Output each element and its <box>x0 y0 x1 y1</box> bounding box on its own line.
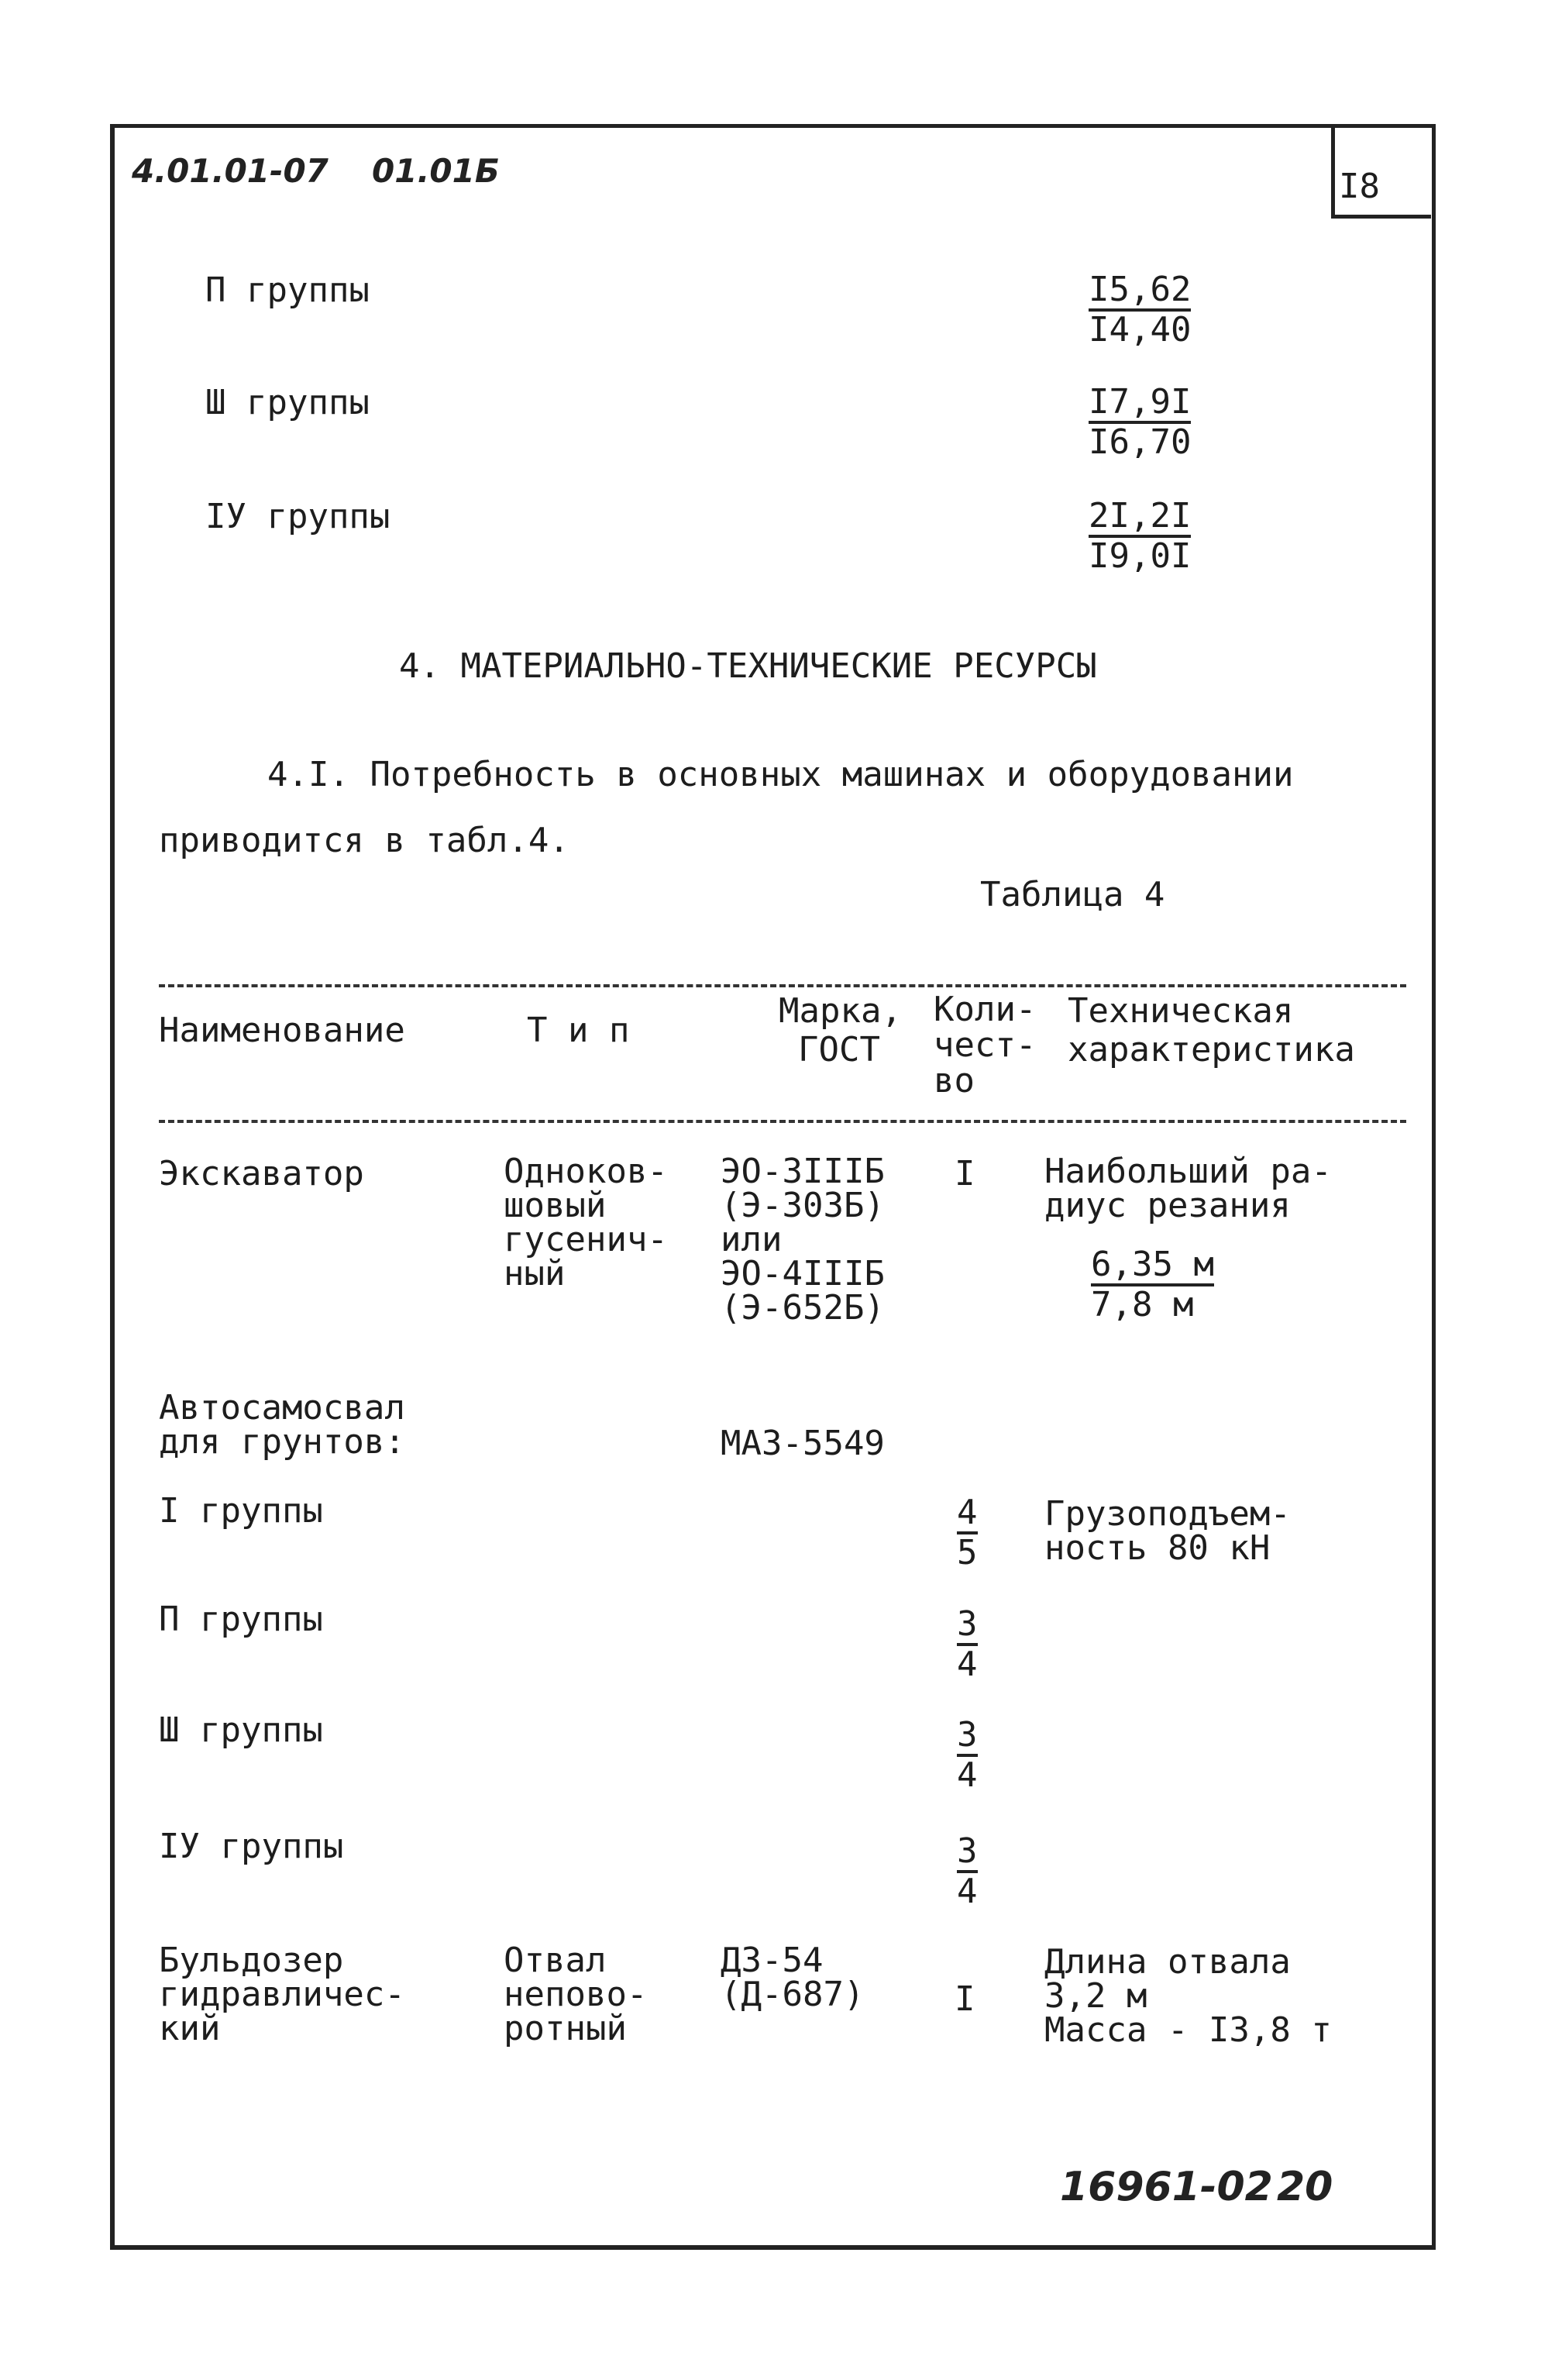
cell-line: непово- <box>504 1975 648 2014</box>
doc-code-suffix: 01.01Б <box>372 152 500 190</box>
column-header-name: Наименование <box>159 1011 405 1050</box>
row-mark <box>721 1941 865 2014</box>
header-line: характеристика <box>1068 1030 1355 1069</box>
column-header-mark <box>779 992 902 1069</box>
column-header-tech <box>1068 992 1355 1069</box>
row-name <box>159 1941 405 2048</box>
table-caption: Таблица 4 <box>980 875 1165 914</box>
group-label: I группы <box>159 1491 323 1531</box>
footer-page: 20 <box>1277 2164 1333 2210</box>
top-group-value <box>1089 384 1191 461</box>
fraction-denominator: I4,40 <box>1089 310 1192 350</box>
group-label: Ш группы <box>159 1710 323 1750</box>
fraction-denominator: 4 <box>957 1872 978 1911</box>
cell-line: Автосамосвал <box>159 1388 405 1428</box>
cell-line: Бульдозер <box>159 1941 344 1980</box>
cell-line: ность 80 кН <box>1044 1528 1271 1568</box>
cell-line: (Э-652Б) <box>721 1288 885 1328</box>
top-group-value <box>1089 498 1191 575</box>
fraction-denominator: 4 <box>957 1755 978 1795</box>
fraction-denominator: 7,8 м <box>1091 1285 1194 1324</box>
paragraph-line-1: 4.I. Потребность в основных машинах и оборудовании <box>267 755 1294 794</box>
group-label: IУ группы <box>159 1827 344 1866</box>
row-qty: I <box>955 1154 975 1193</box>
fraction-numerator: I7,9I <box>1089 384 1191 424</box>
fraction-numerator: I5,62 <box>1089 271 1191 312</box>
row-type <box>504 1941 648 2048</box>
cell-line: (Д-687) <box>721 1975 865 2014</box>
group-qty <box>957 1606 978 1683</box>
column-header-type: Т и п <box>527 1011 630 1050</box>
cell-line: ный <box>504 1254 566 1293</box>
cell-line: ДЗ-54 <box>721 1941 824 1980</box>
doc-code: 4.01.01-07 <box>132 152 329 190</box>
group-label: П группы <box>159 1600 323 1639</box>
row-name: Экскаватор <box>159 1154 364 1193</box>
fraction-numerator: 3 <box>957 1833 978 1873</box>
fraction-denominator: 5 <box>957 1533 978 1572</box>
fraction-numerator: 6,35 м <box>1091 1246 1214 1286</box>
row-tech <box>1044 1942 1332 2050</box>
cell-line: ЭО-4IIIБ <box>721 1254 885 1293</box>
cell-line: или <box>721 1220 783 1259</box>
cell-line: для грунтов: <box>159 1422 405 1462</box>
top-group-label: IУ группы <box>205 497 390 536</box>
fraction-denominator: 4 <box>957 1645 978 1684</box>
header-line: Марка, <box>779 991 902 1031</box>
top-group-value <box>1089 271 1191 349</box>
cell-line: Длина отвала <box>1044 1942 1291 1982</box>
group-tech <box>1044 1494 1291 1568</box>
row-mark: МАЗ-5549 <box>721 1424 885 1463</box>
header-line: во <box>934 1061 975 1100</box>
fraction-denominator: I9,0I <box>1089 536 1192 576</box>
top-group-label: П группы <box>205 270 370 310</box>
page-number: I8 <box>1339 167 1380 206</box>
group-qty <box>957 1494 978 1572</box>
header-line: ГОСТ <box>798 1030 880 1069</box>
paragraph-line-2: приводится в табл.4. <box>159 821 569 860</box>
fraction-numerator: 3 <box>957 1717 978 1757</box>
cell-line: шовый <box>504 1186 607 1225</box>
header-line: Техническая <box>1068 991 1294 1031</box>
header-line: Коли- <box>934 990 1037 1029</box>
row-qty: I <box>955 1979 975 2019</box>
fraction-denominator: I6,70 <box>1089 422 1192 462</box>
cell-line: Грузоподъем- <box>1044 1494 1291 1534</box>
group-qty <box>957 1833 978 1910</box>
column-header-qty <box>934 992 1036 1099</box>
fraction-numerator: 4 <box>957 1494 978 1534</box>
section-heading: 4. МАТЕРИАЛЬНО-ТЕХНИЧЕСКИЕ РЕСУРСЫ <box>399 646 1097 686</box>
fraction-numerator: 2I,2I <box>1089 498 1191 538</box>
cell-line: Наибольший ра- <box>1044 1152 1332 1191</box>
cell-line: гидравличес- <box>159 1975 405 2014</box>
cell-line: кий <box>159 2009 221 2048</box>
cell-line: ЭО-3IIIБ <box>721 1152 885 1191</box>
row-name <box>159 1388 405 1462</box>
cell-line: ротный <box>504 2009 627 2048</box>
cell-line: диус резания <box>1044 1186 1291 1225</box>
group-qty <box>957 1717 978 1794</box>
cell-line: Отвал <box>504 1941 607 1980</box>
cell-line: Одноков- <box>504 1152 668 1191</box>
footer-stamp: 16961-02 <box>1060 2164 1273 2210</box>
row-mark <box>721 1152 885 1328</box>
row-type <box>504 1152 668 1293</box>
cell-line: гусенич- <box>504 1220 668 1259</box>
cell-line: (Э-303Б) <box>721 1186 885 1225</box>
cell-line: 3,2 м <box>1044 1976 1147 2016</box>
header-line: чест- <box>934 1025 1037 1065</box>
top-group-label: Ш группы <box>205 383 370 422</box>
fraction-numerator: 3 <box>957 1606 978 1646</box>
table-top-rule <box>159 984 1406 987</box>
row-tech-fraction <box>1091 1246 1214 1324</box>
table-header-rule <box>159 1120 1406 1123</box>
cell-line: Масса - I3,8 т <box>1044 2010 1332 2050</box>
row-tech <box>1044 1152 1332 1225</box>
